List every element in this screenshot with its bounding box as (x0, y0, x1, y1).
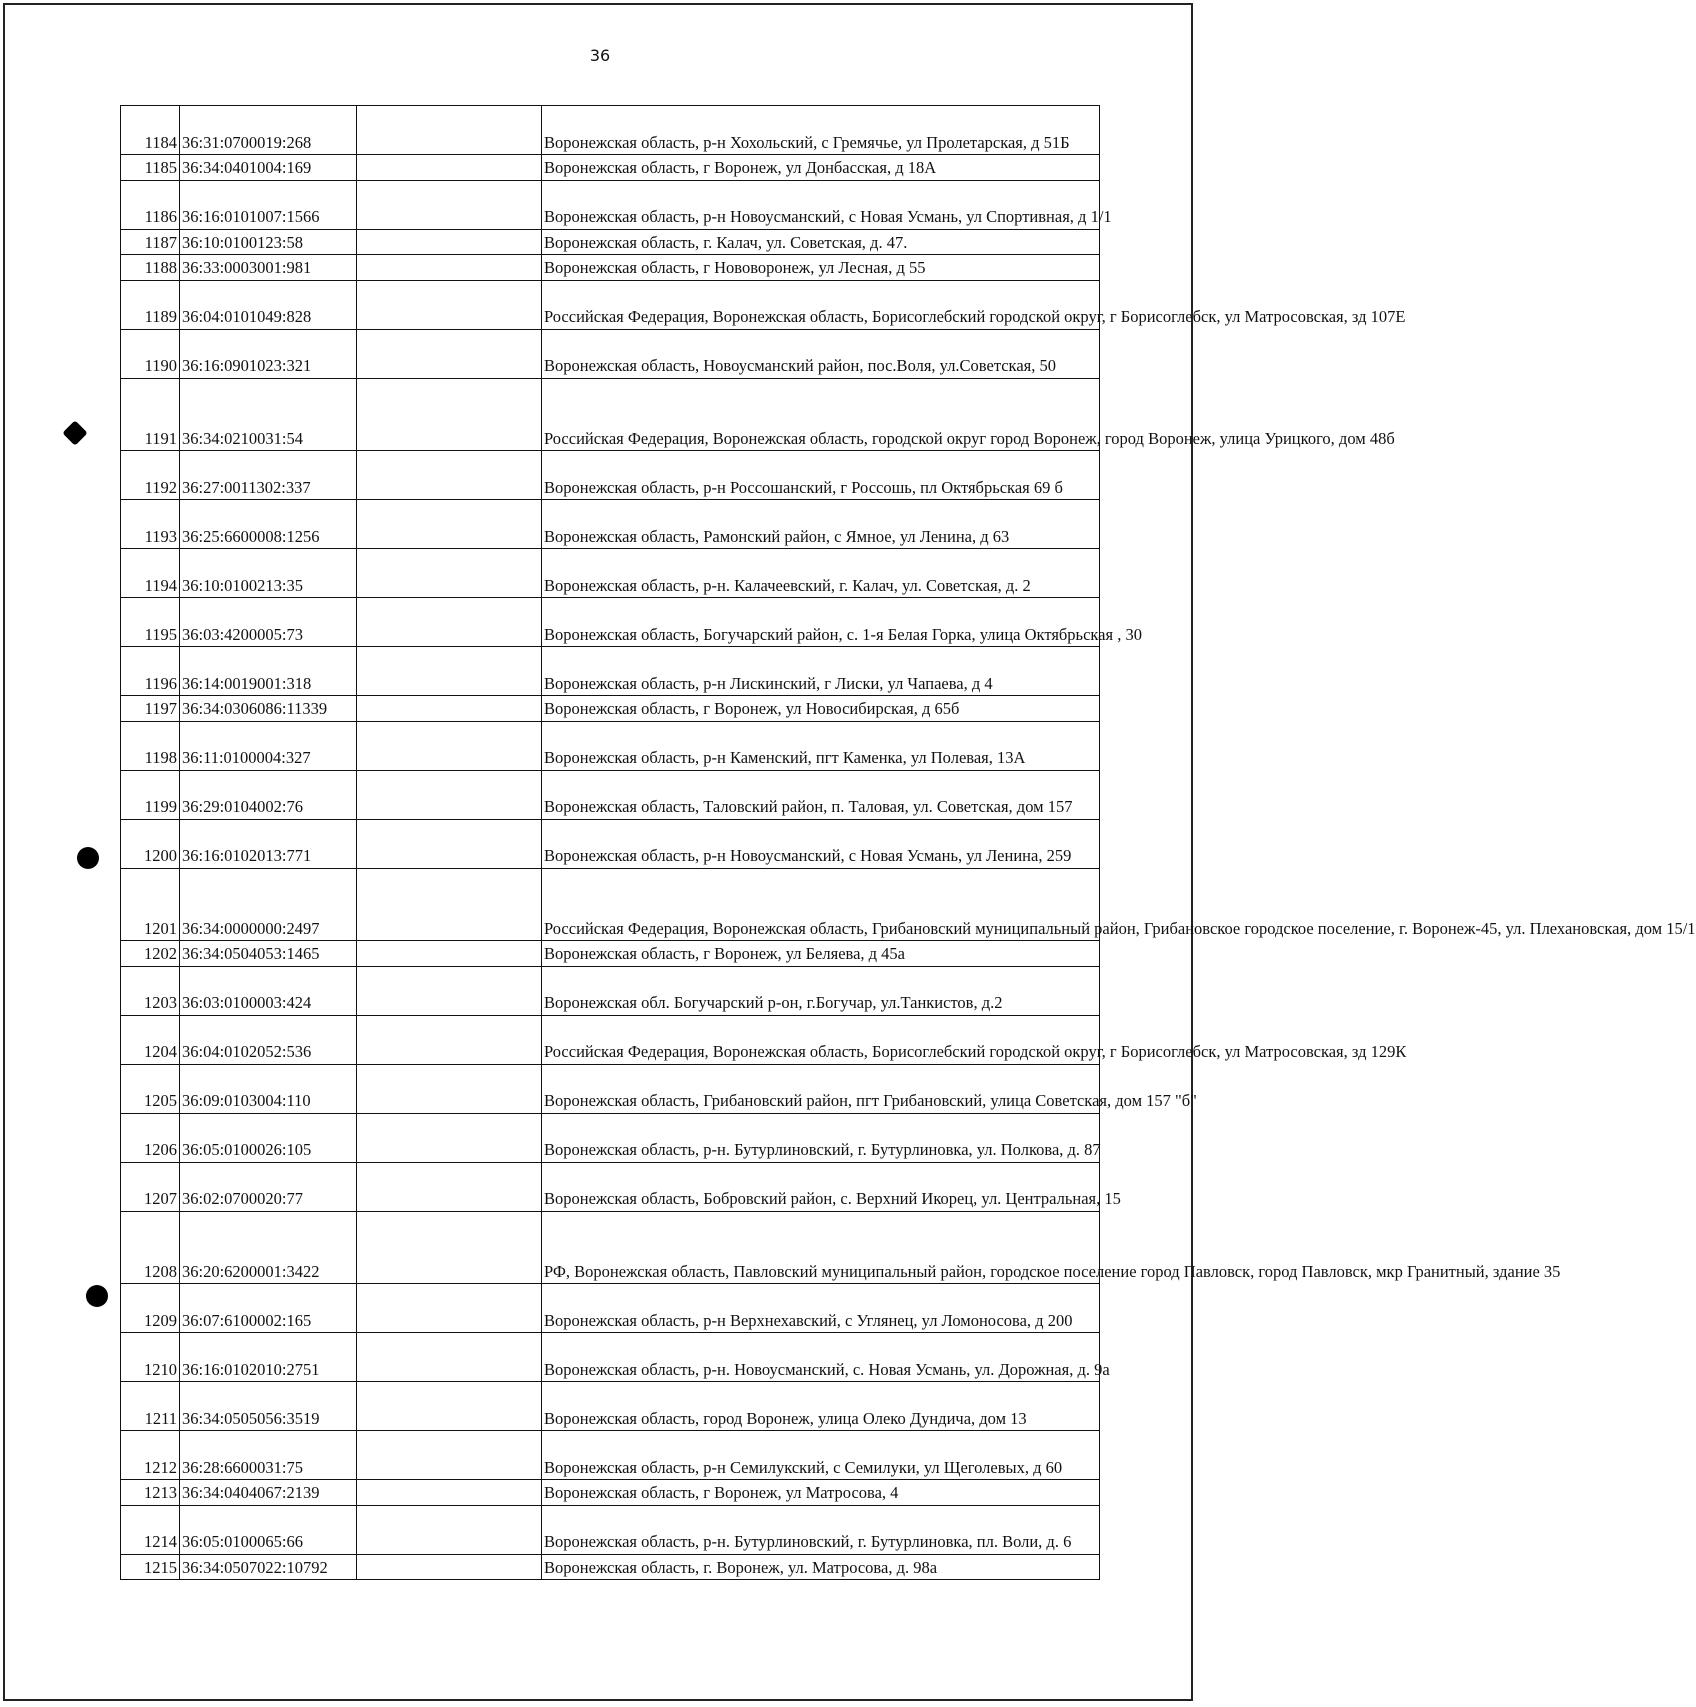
row-number: 1203 (121, 966, 180, 1015)
address-cell: Воронежская область, р-н Лискинский, г Лиски, ул Чапаева, д 4 (542, 647, 1100, 696)
cadastral-number: 36:03:0100003:424 (180, 966, 357, 1015)
row-number: 1188 (121, 255, 180, 281)
empty-cell (357, 280, 542, 329)
cadastral-number: 36:14:0019001:318 (180, 647, 357, 696)
address-cell: Воронежская область, г Воронеж, ул Новосибирская, д 65б (542, 696, 1100, 722)
table-row (121, 378, 1100, 451)
row-number: 1197 (121, 696, 180, 722)
table-row (121, 1284, 1100, 1333)
cadastral-number: 36:16:0901023:321 (180, 329, 357, 378)
row-number: 1186 (121, 180, 180, 229)
address-cell: Воронежская область, Рамонский район, с Ямное, ул Ленина, д 63 (542, 500, 1100, 549)
row-number: 1187 (121, 229, 180, 255)
empty-cell (357, 770, 542, 819)
address-cell: Воронежская область, р-н. Новоусманский, с. Новая Усмань, ул. Дорожная, д. 9а (542, 1333, 1100, 1382)
empty-cell (357, 1505, 542, 1554)
table-row (121, 941, 1100, 967)
table-row (121, 549, 1100, 598)
empty-cell (357, 966, 542, 1015)
cadastral-number: 36:33:0003001:981 (180, 255, 357, 281)
empty-cell (357, 941, 542, 967)
empty-cell (357, 819, 542, 868)
table-row (121, 255, 1100, 281)
table-row (121, 155, 1100, 181)
empty-cell (357, 647, 542, 696)
address-cell: Воронежская обл. Богучарский р-он, г.Богучар, ул.Танкистов, д.2 (542, 966, 1100, 1015)
address-cell: Воронежская область, р-н Каменский, пгт Каменка, ул Полевая, 13А (542, 721, 1100, 770)
empty-cell (357, 329, 542, 378)
row-number: 1189 (121, 280, 180, 329)
table-row (121, 598, 1100, 647)
row-number: 1210 (121, 1333, 180, 1382)
cadastral-number: 36:34:0000000:2497 (180, 868, 357, 941)
empty-cell (357, 868, 542, 941)
row-number: 1208 (121, 1211, 180, 1284)
table-row (121, 1505, 1100, 1554)
scan-mark-dot (86, 1285, 108, 1307)
row-number: 1193 (121, 500, 180, 549)
address-cell: Воронежская область, р-н Семилукский, с Семилуки, ул Щеголевых, д 60 (542, 1431, 1100, 1480)
empty-cell (357, 255, 542, 281)
address-cell: Воронежская область, г. Калач, ул. Советская, д. 47. (542, 229, 1100, 255)
table-row (121, 1554, 1100, 1580)
address-cell: Воронежская область, Новоусманский район, пос.Воля, ул.Советская, 50 (542, 329, 1100, 378)
row-number: 1198 (121, 721, 180, 770)
row-number: 1205 (121, 1064, 180, 1113)
table-row (121, 1113, 1100, 1162)
row-number: 1196 (121, 647, 180, 696)
cadastral-number: 36:34:0507022:10792 (180, 1554, 357, 1580)
row-number: 1185 (121, 155, 180, 181)
cadastral-number: 36:04:0102052:536 (180, 1015, 357, 1064)
cadastral-number: 36:20:6200001:3422 (180, 1211, 357, 1284)
empty-cell (357, 229, 542, 255)
table-row (121, 180, 1100, 229)
row-number: 1204 (121, 1015, 180, 1064)
empty-cell (357, 1113, 542, 1162)
row-number: 1215 (121, 1554, 180, 1580)
empty-cell (357, 155, 542, 181)
row-number: 1191 (121, 378, 180, 451)
cadastral-number: 36:10:0100123:58 (180, 229, 357, 255)
cadastral-number: 36:05:0100026:105 (180, 1113, 357, 1162)
table-row (121, 721, 1100, 770)
cadastral-number: 36:04:0101049:828 (180, 280, 357, 329)
table-row (121, 500, 1100, 549)
address-cell: Воронежская область, р-н Новоусманский, с Новая Усмань, ул Спортивная, д 1/1 (542, 180, 1100, 229)
empty-cell (357, 180, 542, 229)
table-row (121, 868, 1100, 941)
table-row (121, 229, 1100, 255)
row-number: 1192 (121, 451, 180, 500)
empty-cell (357, 1554, 542, 1580)
table-row (121, 1480, 1100, 1506)
table-row (121, 1015, 1100, 1064)
address-cell: Воронежская область, г Воронеж, ул Донбасская, д 18А (542, 155, 1100, 181)
empty-cell (357, 1064, 542, 1113)
cadastral-number: 36:10:0100213:35 (180, 549, 357, 598)
table-row (121, 1211, 1100, 1284)
address-cell: Российская Федерация, Воронежская область, Грибановский муниципальный район, Грибановское городское поселение, г. Воронеж-45, ул. Плехановская, дом 15/1 (542, 868, 1100, 941)
address-cell: Российская Федерация, Воронежская область, городской округ город Воронеж, город Воронеж, улица Урицкого, дом 48б (542, 378, 1100, 451)
table-row (121, 329, 1100, 378)
row-number: 1190 (121, 329, 180, 378)
cadastral-number: 36:25:6600008:1256 (180, 500, 357, 549)
address-cell: Воронежская область, Грибановский район, пгт Грибановский, улица Советская, дом 157 "б" (542, 1064, 1100, 1113)
cadastral-number: 36:34:0504053:1465 (180, 941, 357, 967)
empty-cell (357, 1431, 542, 1480)
scan-mark-dot (77, 847, 99, 869)
table-row (121, 696, 1100, 722)
empty-cell (357, 500, 542, 549)
address-cell: Воронежская область, г Нововоронеж, ул Лесная, д 55 (542, 255, 1100, 281)
table-row (121, 451, 1100, 500)
table-row (121, 106, 1100, 155)
address-cell: Воронежская область, р-н. Калачеевский, г. Калач, ул. Советская, д. 2 (542, 549, 1100, 598)
cadastral-number: 36:34:0505056:3519 (180, 1382, 357, 1431)
cadastral-number: 36:34:0401004:169 (180, 155, 357, 181)
table-row (121, 1333, 1100, 1382)
row-number: 1200 (121, 819, 180, 868)
cadastral-number: 36:29:0104002:76 (180, 770, 357, 819)
cadastral-number: 36:09:0103004:110 (180, 1064, 357, 1113)
address-cell: Воронежская область, Богучарский район, с. 1-я Белая Горка, улица Октябрьская , 30 (542, 598, 1100, 647)
table-row (121, 966, 1100, 1015)
address-cell: РФ, Воронежская область, Павловский муниципальный район, городское поселение город Павловск, город Павловск, мкр Гранитный, здание 35 (542, 1211, 1100, 1284)
row-number: 1195 (121, 598, 180, 647)
address-cell: Воронежская область, р-н. Бутурлиновский, г. Бутурлиновка, ул. Полкова, д. 87 (542, 1113, 1100, 1162)
address-cell: Российская Федерация, Воронежская область, Борисоглебский городской округ, г Борисоглебск, ул Матросовская, зд 129К (542, 1015, 1100, 1064)
table-row (121, 1162, 1100, 1211)
page-number: 36 (589, 46, 611, 65)
address-cell: Воронежская область, город Воронеж, улица Олеко Дундича, дом 13 (542, 1382, 1100, 1431)
empty-cell (357, 378, 542, 451)
address-cell: Российская Федерация, Воронежская область, Борисоглебский городской округ, г Борисоглебск, ул Матросовская, зд 107Е (542, 280, 1100, 329)
cadastral-number: 36:31:0700019:268 (180, 106, 357, 155)
address-cell: Воронежская область, г Воронеж, ул Беляева, д 45а (542, 941, 1100, 967)
table-row (121, 770, 1100, 819)
table-row (121, 1431, 1100, 1480)
cadastral-number: 36:34:0404067:2139 (180, 1480, 357, 1506)
table-row (121, 647, 1100, 696)
address-cell: Воронежская область, р-н Новоусманский, с Новая Усмань, ул Ленина, 259 (542, 819, 1100, 868)
row-number: 1206 (121, 1113, 180, 1162)
row-number: 1212 (121, 1431, 180, 1480)
cadastral-number: 36:07:6100002:165 (180, 1284, 357, 1333)
empty-cell (357, 1015, 542, 1064)
empty-cell (357, 1382, 542, 1431)
empty-cell (357, 598, 542, 647)
cadastral-number: 36:34:0306086:11339 (180, 696, 357, 722)
address-cell: Воронежская область, г. Воронеж, ул. Матросова, д. 98а (542, 1554, 1100, 1580)
row-number: 1202 (121, 941, 180, 967)
empty-cell (357, 721, 542, 770)
empty-cell (357, 451, 542, 500)
registry-table (120, 105, 1696, 1580)
address-cell: Воронежская область, Бобровский район, с. Верхний Икорец, ул. Центральная, 15 (542, 1162, 1100, 1211)
row-number: 1213 (121, 1480, 180, 1506)
row-number: 1214 (121, 1505, 180, 1554)
table-row (121, 1382, 1100, 1431)
cadastral-number: 36:05:0100065:66 (180, 1505, 357, 1554)
table-row (121, 819, 1100, 868)
address-cell: Воронежская область, р-н. Бутурлиновский, г. Бутурлиновка, пл. Воли, д. 6 (542, 1505, 1100, 1554)
cadastral-number: 36:34:0210031:54 (180, 378, 357, 451)
row-number: 1194 (121, 549, 180, 598)
empty-cell (357, 1211, 542, 1284)
empty-cell (357, 1480, 542, 1506)
cadastral-number: 36:02:0700020:77 (180, 1162, 357, 1211)
registry-rows (121, 106, 1696, 1580)
address-cell: Воронежская область, Таловский район, п. Таловая, ул. Советская, дом 157 (542, 770, 1100, 819)
empty-cell (357, 106, 542, 155)
empty-cell (357, 1162, 542, 1211)
address-cell: Воронежская область, р-н Хохольский, с Гремячье, ул Пролетарская, д 51Б (542, 106, 1100, 155)
empty-cell (357, 696, 542, 722)
cadastral-number: 36:28:6600031:75 (180, 1431, 357, 1480)
address-cell: Воронежская область, г Воронеж, ул Матросова, 4 (542, 1480, 1100, 1506)
cadastral-number: 36:03:4200005:73 (180, 598, 357, 647)
table-row (121, 280, 1100, 329)
row-number: 1184 (121, 106, 180, 155)
row-number: 1199 (121, 770, 180, 819)
row-number: 1207 (121, 1162, 180, 1211)
address-cell: Воронежская область, р-н Верхнехавский, с Углянец, ул Ломоносова, д 200 (542, 1284, 1100, 1333)
cadastral-number: 36:27:0011302:337 (180, 451, 357, 500)
cadastral-number: 36:16:0102013:771 (180, 819, 357, 868)
row-number: 1201 (121, 868, 180, 941)
address-cell: Воронежская область, р-н Россошанский, г Россошь, пл Октябрьская 69 б (542, 451, 1100, 500)
empty-cell (357, 1284, 542, 1333)
cadastral-number: 36:16:0102010:2751 (180, 1333, 357, 1382)
row-number: 1211 (121, 1382, 180, 1431)
cadastral-number: 36:11:0100004:327 (180, 721, 357, 770)
empty-cell (357, 549, 542, 598)
cadastral-number: 36:16:0101007:1566 (180, 180, 357, 229)
row-number: 1209 (121, 1284, 180, 1333)
empty-cell (357, 1333, 542, 1382)
table-row (121, 1064, 1100, 1113)
